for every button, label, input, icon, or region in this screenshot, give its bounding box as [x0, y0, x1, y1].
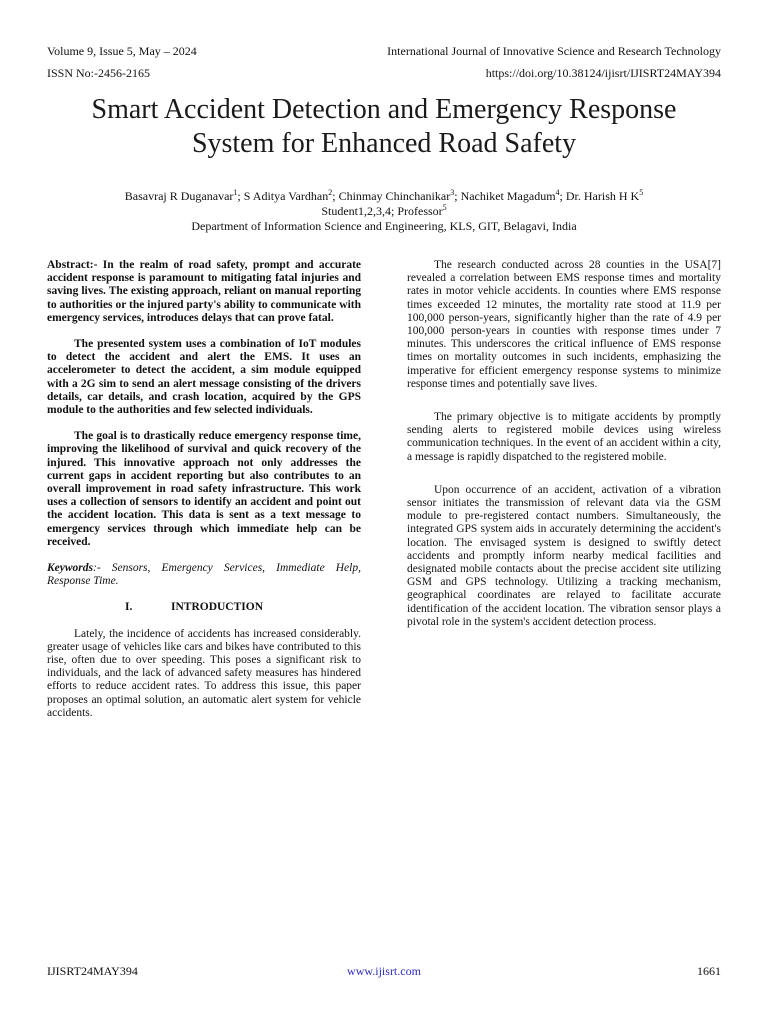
author: Chinmay Chinchanikar$^3$;: [338, 188, 461, 203]
introduction-paragraph-1: Lately, the incidence of accidents has increased considerably. greater usage of vehicles like cars and bikes have contributed to this rise, often due to over speeding. This poses a significant risk to individuals, and the lack of advanced safety measures has hindered efforts to reduce accident rates. To address this issue, this paper proposes an optimal solution, an automatic alert system for vehicle accidents.: [47, 627, 361, 719]
title-line-1: Smart Accident Detection and Emergency Response: [91, 94, 677, 125]
right-column: [407, 259, 721, 629]
author: S Aditya Vardhan$^2$;: [243, 188, 339, 203]
doi-link[interactable]: https://doi.org/10.38124/ijisrt/IJISRT24MAY394: [485, 66, 721, 80]
abstract-paragraph-2: The presented system uses a combination of IoT modules to detect the accident and alert the EMS. It uses an accelerometer to detect the accident, a sim module equipped with a 2G sim to send an alert message consisting of the drivers details, car details, and crash location, acquired by the GPS module to the authorities and few selected individuals.: [47, 338, 361, 417]
keywords-text: :- Sensors, Emergency Services, Immediate Help, Response Time.: [47, 562, 361, 588]
footer-paper-id: IJISRT24MAY394: [47, 964, 138, 978]
abstract-paragraph-3: The goal is to drastically reduce emergency response time, improving the likelihood of survival and quick recovery of the injured. This innovative approach not only addresses the current gaps in accident reporting but also contributes to an overall improvement in road safety infrastructure. This work uses a collection of sensors to identify an accident and point out the accident location. This data is sent as a text message to emergency services through which immediate help can be received.: [47, 430, 361, 548]
section-number: I.: [125, 601, 133, 614]
journal-name: International Journal of Innovative Science and Research Technology: [387, 44, 721, 58]
section-title: INTRODUCTION: [171, 601, 264, 614]
title-line-2: System for Enhanced Road Safety: [191, 128, 577, 159]
author-list: [40, 189, 728, 204]
issn: ISSN No:-2456-2165: [47, 66, 151, 80]
affiliation: Department of Information Science and Engineering, KLS, GIT, Belagavi, India: [191, 219, 577, 233]
author: Dr. Harish H $K^5$: [565, 188, 644, 203]
footer-website-link[interactable]: www.ijisrt.com: [347, 964, 421, 978]
page-number: 1661: [697, 964, 721, 978]
keywords: [47, 562, 361, 588]
abstract-paragraph-1: Abstract:- In the realm of road safety, prompt and accurate accident response is paramount to mitigating fatal injuries and saving lives. The existing approach, reliant on manual reporting to authorities or the injured party's ability to communicate with emergency services, introduces delays that can prove fatal.: [47, 259, 361, 324]
section-heading-introduction: [47, 601, 361, 614]
body-paragraph-3: Upon occurrence of an accident, activation of a vibration sensor initiates the transmission of relevant data via the GSM module to pre-registered contact numbers. Simultaneously, the integrated GPS system aids in accurately determining the accident's location. The envisaged system is designed to swiftly detect accidents and promptly inform nearby medical facilities and designated mobile contacts about the precise accident site utilizing GSM and GPS technology. Utilizing a tracking mechanism, geographical coordinates are relayed to facilitate accurate identification of the accident location. The vibration sensor plays a pivotal role in the system's accident detection process.: [407, 483, 721, 628]
volume-info: Volume 9, Issue 5, May – 2024: [47, 44, 197, 58]
author-roles: Student1,2,3,4; Professor$^5$: [321, 203, 447, 218]
body-paragraph-1: The research conducted across 28 counties in the USA[7] revealed a correlation between EMS response times and mortality rates in motor vehicle accidents. In counties where EMS response times exceeded 12 minutes, the mortality rate stood at 11.9 per 100,000 person-years, significantly higher than the rate of 4.9 per 100,000 person-years in counties with response times under 7 minutes. This underscores the critical influence of EMS response times on mortality outcomes in such incidents, emphasizing the imperative for efficient emergency response systems to minimize response times and potentially save lives.: [407, 259, 721, 390]
left-column: [47, 259, 361, 720]
paper-title: [40, 93, 728, 161]
body-paragraph-2: The primary objective is to mitigate accidents by promptly sending alerts to registered mobile devices using wireless communication techniques. In the event of an accident within a city, a message is rapidly dispatched to the registered mobile.: [407, 411, 721, 463]
author: Basavraj R Duganavar$^1$;: [124, 188, 244, 203]
author: Nachiket Magadum$^4$;: [460, 188, 566, 203]
keywords-label: Keywords: [47, 562, 93, 575]
author-block: [40, 189, 728, 234]
